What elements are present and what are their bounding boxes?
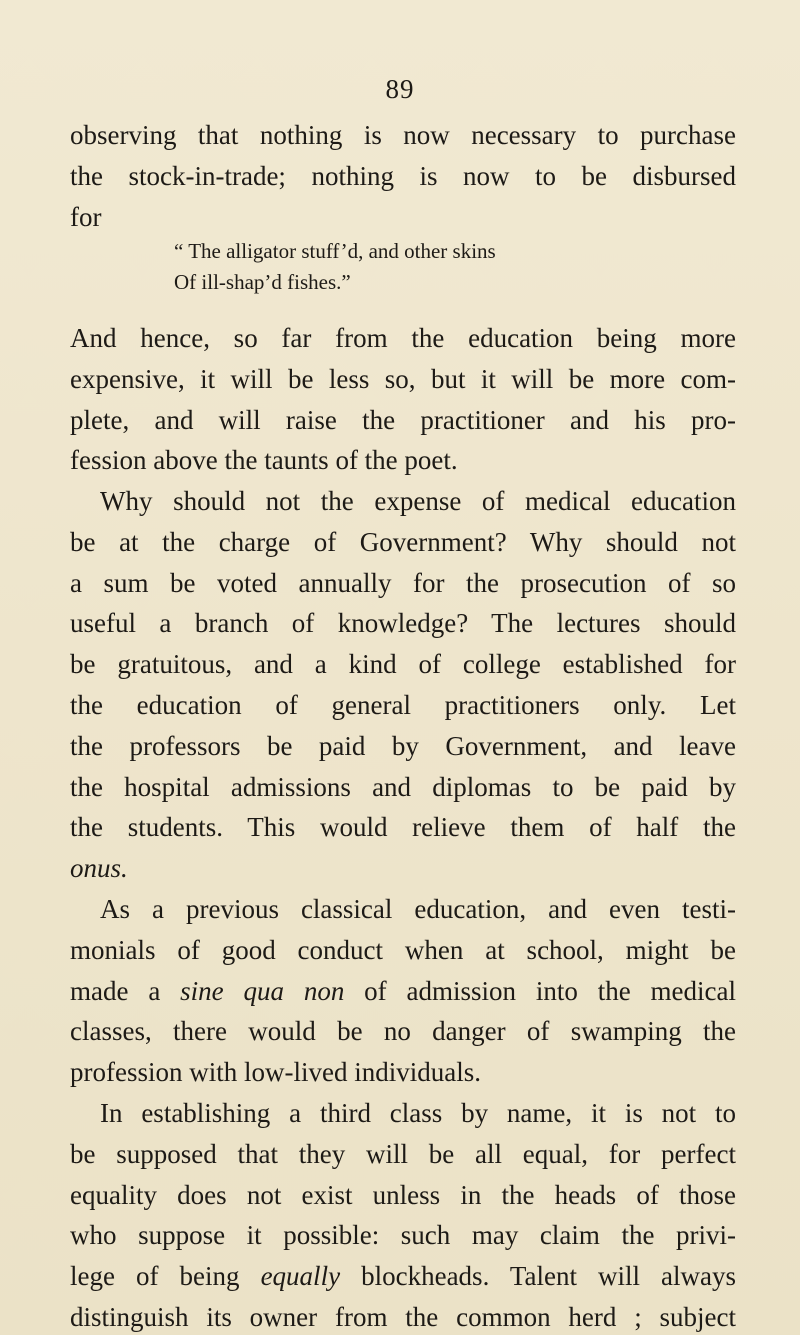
text-line: As a previous classical education, and even testi- (100, 894, 736, 924)
text-line (70, 1256, 736, 1297)
text-line: who suppose it possible: such may claim the privi- (70, 1220, 736, 1251)
text-line: be gratuitous, and a kind of college established for (70, 649, 736, 680)
text-line: monials of good conduct when at school, might be (70, 934, 736, 965)
text-line: the students. This would relieve them of half the (70, 812, 736, 843)
paragraph-1 (70, 115, 736, 237)
text-line: the professors be paid by Government, and leave (70, 730, 736, 761)
text-line: a sum be voted annually for the prosecution of so (70, 567, 736, 598)
text-line: the education of general practitioners only. Let (70, 689, 736, 720)
italic-word: equally (260, 1261, 341, 1292)
text-line: be supposed that they will be all equal, for perfect (70, 1138, 736, 1169)
paragraph-4 (70, 889, 736, 1093)
text-run: blockheads. Talent will always (340, 1261, 737, 1292)
text-line: the stock-in-trade; nothing is now to be disbursed (70, 160, 736, 191)
text-line (70, 971, 736, 1012)
text-line: be at the charge of Government? Why should not (70, 526, 736, 557)
text-line: expensive, it will be less so, but it will be more com- (70, 363, 736, 394)
text-line: And hence, so far from the education being more (70, 323, 736, 353)
quote-line: “ The alligator stuff’d, and other skins (174, 239, 496, 263)
text-line: classes, there would be no danger of swamping the (70, 1016, 736, 1047)
quote-line: Of ill-shap’d fishes.” (174, 270, 351, 294)
text-line: observing that nothing is now necessary to purchase (70, 120, 736, 150)
text-run: lege of being (70, 1261, 261, 1292)
text-line: plete, and will raise the practitioner and his pro- (70, 404, 736, 435)
text-line: Why should not the expense of medical education (100, 486, 736, 516)
text-line: useful a branch of knowledge? The lectures should (70, 608, 736, 639)
paragraph-5 (70, 1093, 736, 1335)
text-line: for (70, 201, 102, 232)
text-line: the hospital admissions and diplomas to be paid by (70, 771, 736, 802)
text-line: fession above the taunts of the poet. (70, 445, 458, 476)
text-line: In establishing a third class by name, it is not to (100, 1098, 736, 1128)
text-run: of admission into the medical (344, 975, 736, 1006)
text-line (70, 848, 736, 889)
page-number: 89 (385, 74, 415, 104)
paragraph-2 (70, 318, 736, 481)
text-line: profession with low-lived individuals. (70, 1057, 481, 1088)
text-run: made a (70, 975, 181, 1006)
text-line: equality does not exist unless in the heads of those (70, 1179, 736, 1210)
text-line: distinguish its owner from the common herd ; subject (70, 1301, 736, 1332)
paragraph-3 (70, 481, 736, 889)
italic-word: onus. (70, 853, 128, 884)
italic-phrase: sine qua non (180, 975, 345, 1006)
verse-quotation (174, 236, 694, 298)
